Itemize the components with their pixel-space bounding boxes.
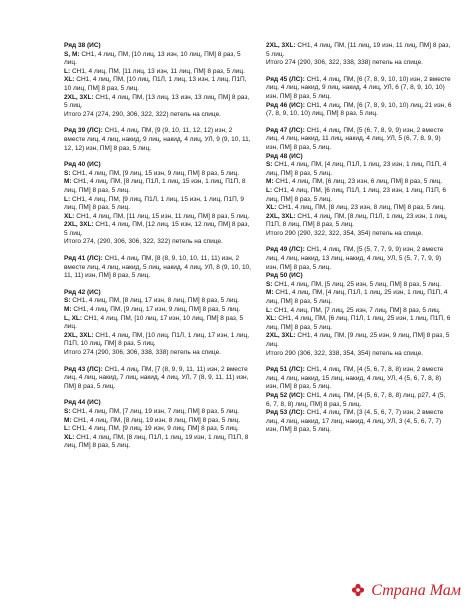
instruction-block [266, 246, 452, 358]
instruction-line: XL: СН1, 4 лиц, ПМ, [8 лиц, П1Л, 1 лиц, 19 изн, 1 лиц, П1П, 8 лиц, ПМ] 8 раз, 5 лиц. [64, 433, 249, 450]
instruction-line: 2XL, 3XL: СН1, 4 лиц, ПМ, [10 лиц, П1Л, 1 лиц, 17 изн, 1 лиц, П1П, 10 лиц, ПМ] 8 раз, 5 лиц. [64, 331, 250, 348]
site-logo [341, 580, 461, 602]
instructions-column-left [64, 42, 251, 459]
instruction-line: Итого 274, (290, 306, 306, 322, 322) петель на спице. [64, 238, 223, 246]
row-heading: Ряд 48 (ИС) [266, 152, 303, 160]
instruction-line: 2XL, 3XL: СН1, 4 лиц, ПМ, [9 лиц, 25 изн, 9 лиц, ПМ] 8 раз, 5 лиц. [266, 332, 450, 348]
instruction-line: Ряд 46 (ИС): СН1, 4 лиц, ПМ, [6 (7, 8, 9, 10, 10) лиц, 21 изн, 6 (7, 8, 9, 10, 10) лиц, ПМ] 8 раз, 5 лиц. [266, 101, 452, 118]
instruction-line: M: СН1, 4 лиц, ПМ, [8 лиц, П1Л, 1 лиц, 15 изн, 1 лиц, П1П, 8 лиц, ПМ] 8 раз, 5 лиц. [64, 178, 246, 194]
instruction-line: S: СН1, 4 лиц, ПМ, [7 лиц, 19 изн, 7 лиц, ПМ] 8 раз, 5 лиц. [64, 407, 240, 415]
instruction-block [64, 399, 251, 451]
instruction-line: L: СН1, 4 лиц, ПМ, [7 лиц, 25 изн, 7 лиц, ПМ] 8 раз, 5 лиц. [266, 306, 441, 314]
instruction-line: L: СН1, 4 лиц, ПМ, [9 лиц, 19 изн, 9 лиц, ПМ] 8 раз, 5 лиц. [64, 425, 239, 433]
row-heading: Ряд 50 (ИС) [266, 272, 303, 280]
row-heading: Ряд 40 (ИС) [64, 161, 101, 169]
instruction-line: Ряд 52 (ИС): СН1, 4 лиц, ПМ, [4 (5, 6, 7, 8, 8) лиц, р27, 4 (5, 6, 7, 8, 8) лиц, ПМ] 8 раз, 5 лиц. [266, 391, 446, 408]
instruction-line: L, XL: СН1, 4 лиц, ПМ, [10 лиц, 17 изн, 10 лиц, ПМ] 8 раз, 5 лиц. [64, 314, 244, 331]
instruction-block [266, 76, 452, 119]
instruction-line: M: СН1, 4 лиц, ПМ, [8 лиц, 19 изн, 8 лиц, ПМ] 8 раз, 5 лиц. [64, 416, 241, 424]
instruction-line: Итого 274 (274, 290, 306, 322, 322) петель на спице. [64, 110, 221, 118]
instruction-block [266, 42, 452, 68]
instruction-line: S, M: СН1, 4 лиц, ПМ, [10 лиц, 13 изн, 10 лиц, ПМ] 8 раз, 5 лиц. [64, 50, 241, 67]
instruction-line: XL: СН1, 4 лиц, ПМ, [10 лиц, П1Л, 1 лиц, 13 изн, 1 лиц, П1П, 10 лиц, ПМ] 8 раз, 5 лиц. [64, 76, 247, 92]
instruction-line: Итого 274 (290, 306, 306, 338, 338) петель на спице. [64, 349, 221, 356]
row-heading: Ряд 38 (ИС) [64, 42, 101, 49]
instruction-line: 2XL, 3XL: СН1, 4 лиц, ПМ, [11 лиц, 19 изн, 11 лиц, ПМ] 8 раз, 5 лиц. [266, 42, 451, 58]
instruction-line: XL: СН1, 4 лиц, ПМ, [8 лиц, 23 изн, 8 лиц, ПМ] 8 раз, 5 лиц. [266, 204, 446, 212]
instruction-line: Ряд 49 (ЛС): СН1, 4 лиц, ПМ, [5 (5, 7, 7, 9, 9) изн, 2 вместе лиц, 4 лиц, накид, 13 лиц, накид, 4 лиц, УЛ, 5 (5, 7, 7, 9, 9) изн, ПМ] 8 раз, 5 лиц. [266, 246, 444, 271]
instruction-line: L: СН1, 4 лиц, ПМ, [9 лиц, П1Л, 1 лиц, 15 изн, 1 лиц, П1П, 9 лиц, ПМ] 8 раз, 5 лиц. [64, 195, 244, 212]
row-heading: Ряд 44 (ИС) [64, 399, 101, 407]
instruction-line: Ряд 47 (ЛС): СН1, 4 лиц, ПМ, [5 (6, 7, 8, 9, 9) изн, 2 вместе лиц, 4 лиц, накид, 11 лиц, накид, 4 лиц, УЛ, 5 (6, 7, 8, 9, 9) изн, ПМ] 8 раз, 5 лиц. [266, 126, 444, 151]
instruction-line: Ряд 41 (ЛС): СН1, 4 лиц, ПМ, [8 (8, 9, 10, 10, 11, 11) изн, 2 вместе лиц, 4 лиц, накид, 5 лиц, накид, 4 лиц, УЛ, 8 (9, 10, 10, 11, 11) изн, ПМ] 8 раз, 5 лиц. [64, 255, 251, 280]
instruction-line: S: СН1, 4 лиц, ПМ, [9 лиц, 15 изн, 9 лиц, ПМ] 8 раз, 5 лиц. [64, 169, 240, 177]
instruction-line: 2XL, 3XL: СН1, 4 лиц, ПМ, [13 лиц, 13 изн, 13 лиц, ПМ] 8 раз, 5 лиц. [64, 93, 250, 110]
instruction-line: Ряд 43 (ЛС): СН1, 4 лиц, ПМ, [7 (8, 9, 9, 11, 11) изн, 2 вместе лиц, 4 лиц, накид, 7 лиц, накид, 4 лиц, УЛ, 7 (8, 9, 11, 11) изн, ПМ] 8 раз, 5 лиц. [64, 365, 249, 390]
row-heading: Ряд 42 (ИС) [64, 288, 101, 296]
instruction-line: XL: СН1, 4 лиц, ПМ, [6 лиц, П1Л, 1 лиц, 25 изн, 1 лиц, П1П, 6 лиц, ПМ] 8 раз, 5 лиц. [266, 315, 451, 331]
instruction-line: Ряд 45 (ЛС): СН1, 4 лиц, ПМ, [6 (7, 8, 9, 10, 10) изн, 2 вместе лиц, 4 лиц, накид, 9 лиц, накид, 4 лиц, УЛ, 6 (7, 8, 9, 10, 10) изн, ПМ] 8 раз, 5 лиц. [266, 75, 451, 100]
instruction-block [64, 255, 251, 281]
instruction-line: M: СН1, 4 лиц, ПМ, [6 лиц, 23 изн, 6 лиц, ПМ] 8 раз, 5 лиц. [266, 178, 443, 186]
instruction-block [64, 289, 251, 358]
instruction-line: 2XL, 3XL: СН1, 4 лиц, ПМ, [12 лиц, 15 изн, 12 лиц, ПМ] 8 раз, 5 лиц. [64, 221, 250, 237]
instruction-block [266, 127, 452, 239]
instruction-line: L: СН1, 4 лиц, ПМ, [6 лиц, П1Л, 1 лиц, 23 изн, 1 лиц, П1П, 6 лиц, ПМ] 8 раз, 5 лиц. [266, 186, 446, 203]
logo-text: Страна Мам [371, 582, 461, 599]
instruction-line: M: СН1, 4 лиц, ПМ, [4 лиц, П1Л, 1 лиц, 25 изн, 1 лиц, П1П, 4 лиц, ПМ] 8 раз, 5 лиц. [266, 289, 448, 306]
instruction-line: S: СН1, 4 лиц, ПМ, [5 лиц, 25 изн, 5 лиц, ПМ] 8 раз, 5 лиц. [266, 280, 442, 288]
instruction-line: L: СН1, 4 лиц, ПМ, [11 лиц, 13 изн, 11 лиц, ПМ] 8 раз, 5 лиц. [64, 67, 245, 75]
instruction-line: Ряд 39 (ЛС): СН1, 4 лиц, ПМ, [9 (9, 10, 11, 12, 12) изн, 2 вместе лиц, 4 лиц, накид, 9 лиц, накид, 4 лиц, УЛ, 9 (9, 10, 11, 12, 12) изн, ПМ] 8 раз, 5 лиц. [64, 127, 251, 152]
instruction-line: M: СН1, 4 лиц, ПМ, [9 лиц, 17 изн, 9 лиц, ПМ] 8 раз, 5 лиц. [64, 306, 241, 314]
instructions-column-right [266, 42, 452, 443]
instruction-line: S: СН1, 4 лиц, ПМ, [8 лиц, 17 изн, 8 лиц, ПМ] 8 раз, 5 лиц. [64, 297, 240, 305]
flower-icon [351, 583, 365, 597]
instruction-line: Итого 290 (306, 322, 338, 354, 354) петель на спице. [266, 349, 423, 357]
instruction-line: S: СН1, 4 лиц, ПМ, [4 лиц, П1Л, 1 лиц, 23 изн, 1 лиц, П1П, 4 лиц, ПМ] 8 раз, 5 лиц. [266, 161, 447, 177]
instruction-block [64, 42, 251, 119]
instruction-block [64, 127, 251, 153]
instruction-line: Ряд 53 (ЛС): СН1, 4 лиц, ПМ, [3 (4, 5, 6, 7, 7) изн, 2 вместе лиц, 4 лиц, накид, 17 лиц, накид, 4 лиц, УЛ, 3 (4, 5, 6, 7, 7) изн, ПМ] 8 раз, 5 лиц. [266, 409, 444, 434]
instruction-line: 2XL, 3XL: СН1, 4 лиц, ПМ, [8 лиц, П1Л, 1 лиц, 23 изн, 1 лиц, П1П, 8 лиц, ПМ] 8 раз, 5 лиц. [266, 212, 448, 229]
instruction-block [64, 366, 251, 392]
instruction-line: Ряд 51 (ЛС): СН1, 4 лиц, ПМ, [4 (5, 6, 7, 8, 8) изн, 2 вместе лиц, 4 лиц, накид, 15 лиц, накид, 4 лиц, УЛ, 4 (5, 6, 7, 8, 8) изн, ПМ] 8 раз, 5 лиц. [266, 366, 444, 391]
instruction-block [64, 161, 251, 247]
instruction-line: Итого 274 (290, 306, 322, 338, 338) петель на спице. [266, 59, 423, 67]
instruction-line: XL: СН1, 4 лиц, ПМ, [11 лиц, 15 изн, 11 лиц, ПМ] 8 раз, 5 лиц. [64, 212, 250, 220]
instruction-line: Итого 290 (290, 322, 322, 354, 354) петель на спице. [266, 229, 423, 237]
instruction-block [266, 366, 452, 435]
